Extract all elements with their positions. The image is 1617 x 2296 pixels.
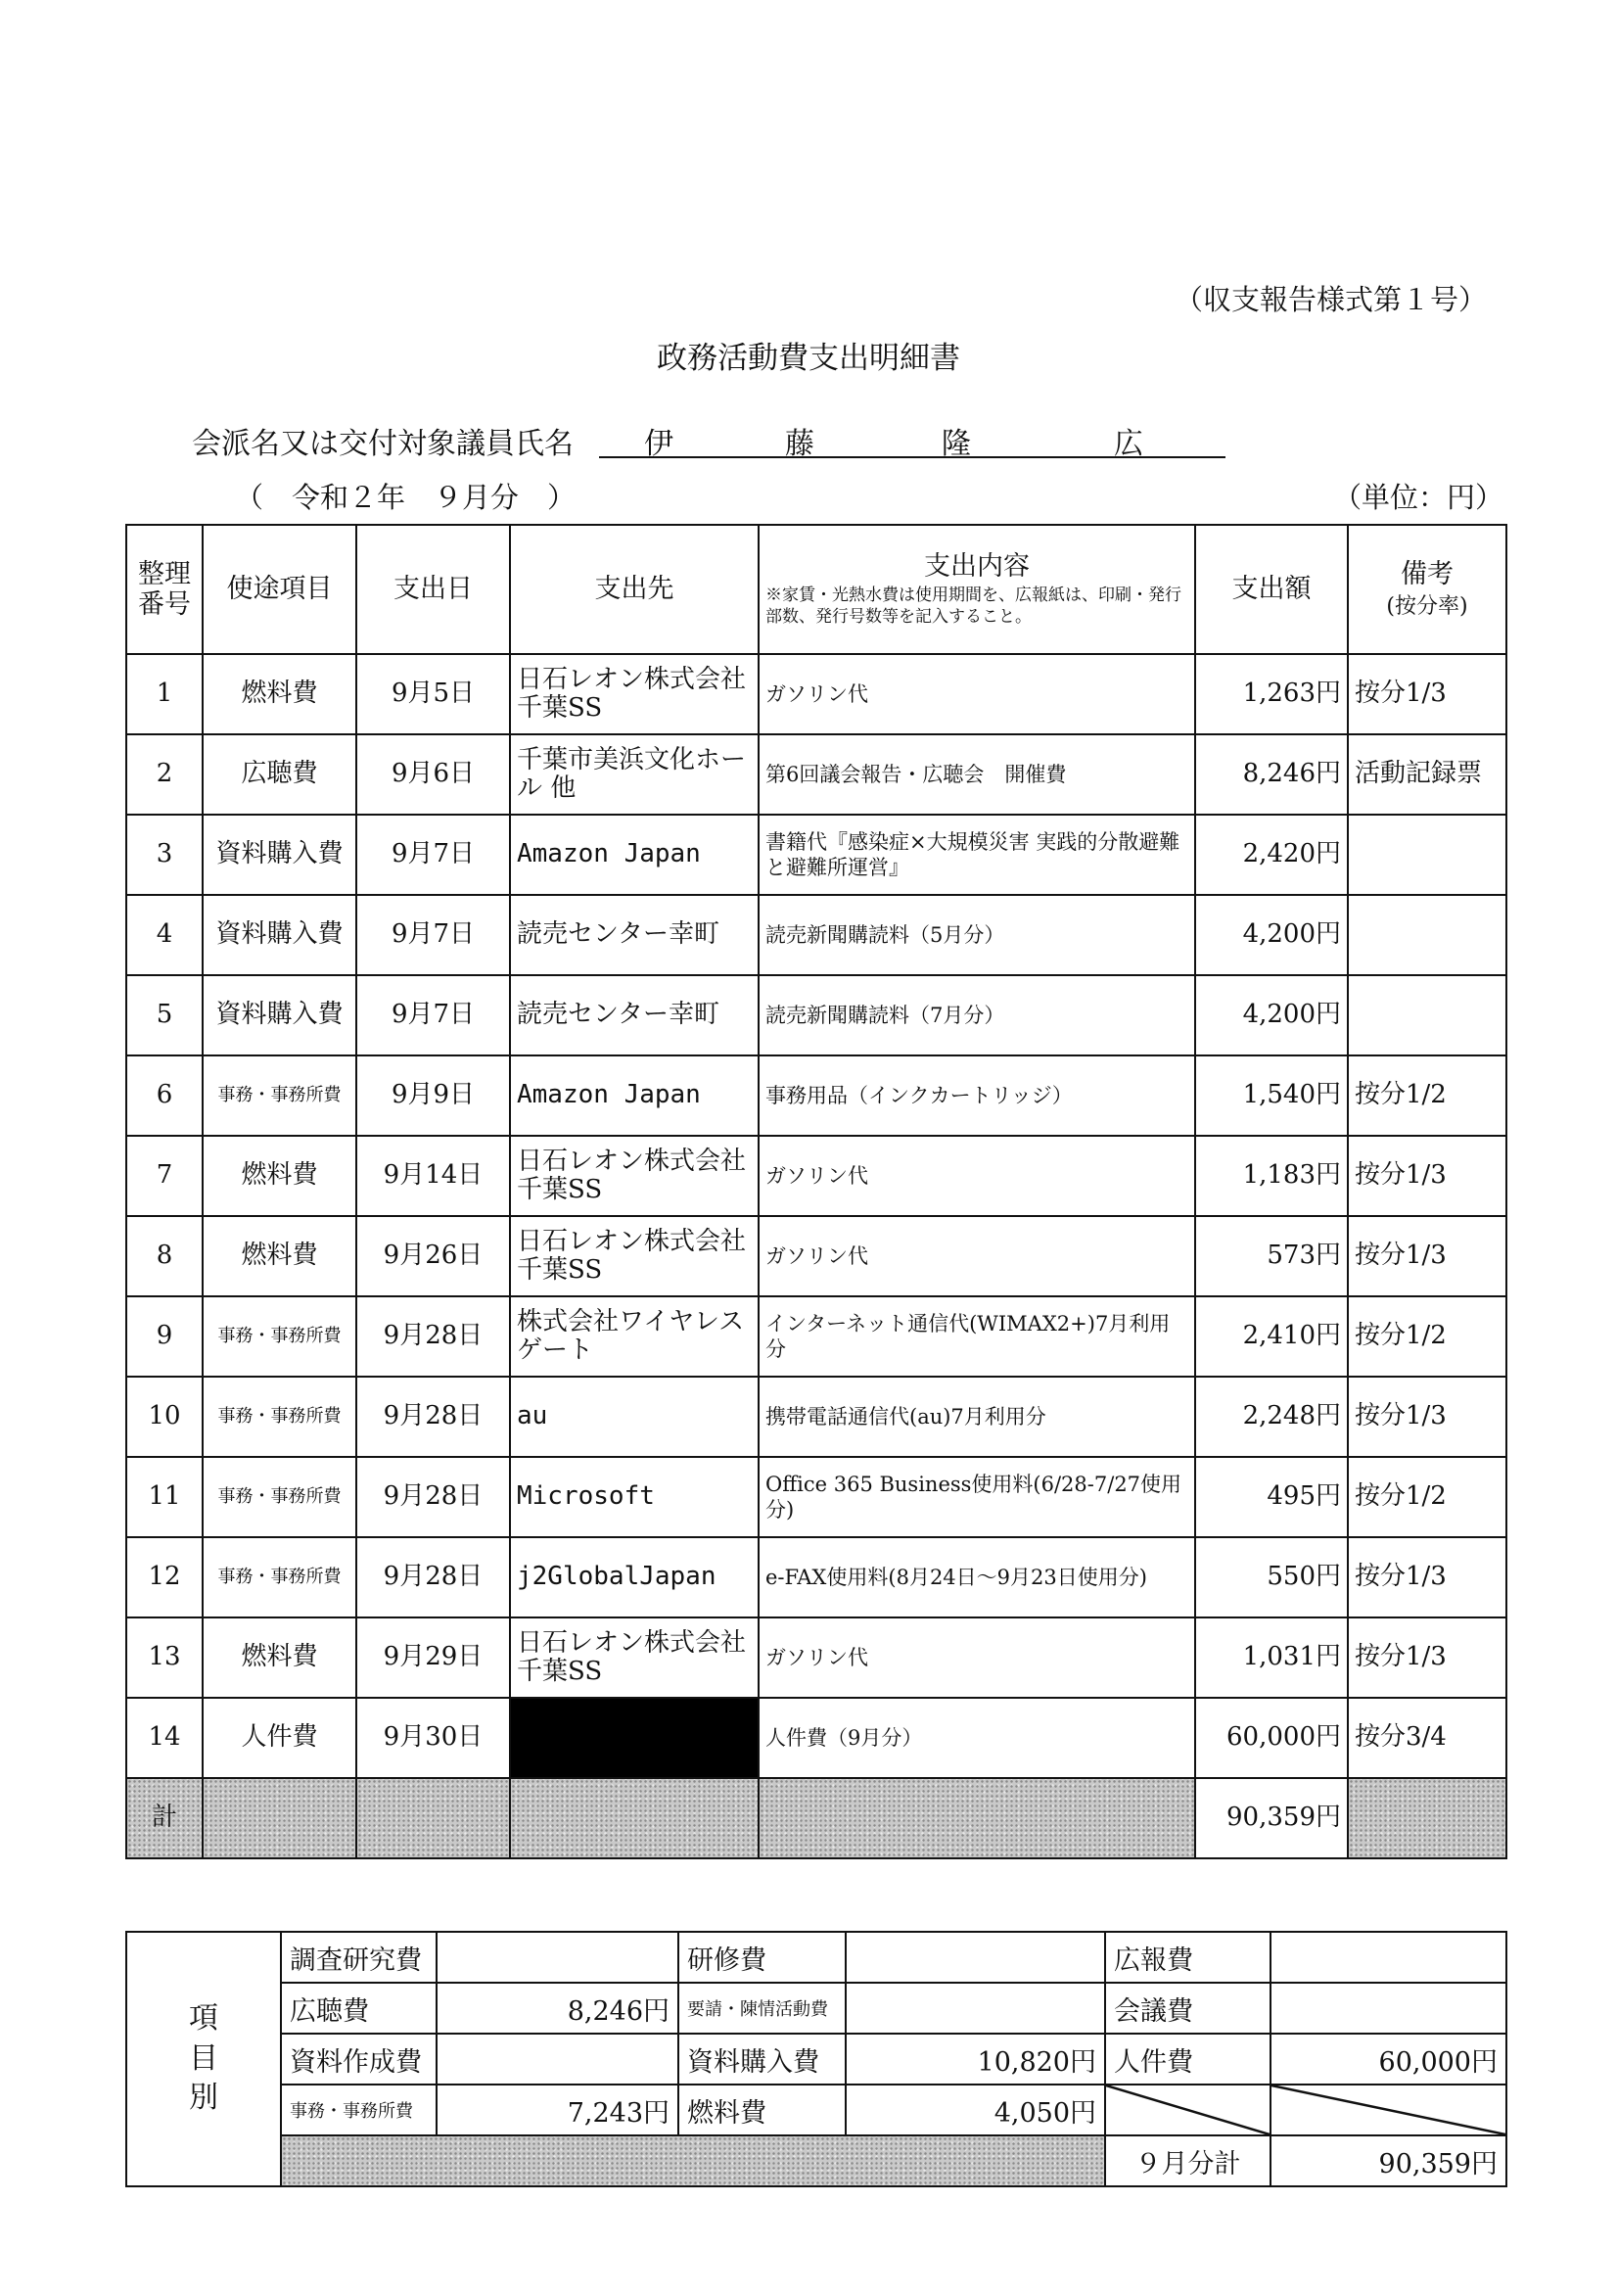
- row-content: e-FAX使用料(8月24日～9月23日使用分): [759, 1537, 1195, 1617]
- row-no: 13: [126, 1617, 203, 1698]
- member-name-char: 広: [1114, 427, 1143, 461]
- row-item: 資料購入費: [203, 815, 356, 895]
- row-item: 事務・事務所費: [203, 1377, 356, 1457]
- member-row: [192, 419, 1143, 462]
- header-content-note: ※家賃・光熱水費は使用期間を、広報紙は、印刷・発行部数、発行号数等を記入すること。: [765, 586, 1181, 627]
- row-amount: 4,200円: [1195, 975, 1348, 1055]
- row-remarks: [1348, 815, 1506, 895]
- row-payee: 日石レオン株式会社千葉SS: [510, 1216, 759, 1296]
- row-no: 11: [126, 1457, 203, 1537]
- row-amount: 1,540円: [1195, 1055, 1348, 1136]
- summary-label: 資料作成費: [281, 2034, 437, 2085]
- row-payee: 読売センター幸町: [510, 975, 759, 1055]
- table-row: [126, 654, 1506, 734]
- total-shaded-cell: [759, 1778, 1195, 1858]
- row-content: 書籍代『感染症×大規模災害 実践的分散避難と避難所運営』: [759, 815, 1195, 895]
- summary-value: [1270, 1983, 1506, 2034]
- member-name-char: 伊: [644, 427, 673, 461]
- header-item: 使途項目: [203, 525, 356, 654]
- row-content: ガソリン代: [759, 1136, 1195, 1216]
- table-header-row: [126, 525, 1506, 654]
- summary-row: [126, 1932, 1506, 1983]
- row-content: 読売新聞購読料（7月分）: [759, 975, 1195, 1055]
- row-remarks: 按分1/2: [1348, 1055, 1506, 1136]
- row-amount: 60,000円: [1195, 1698, 1348, 1778]
- row-item: 燃料費: [203, 654, 356, 734]
- row-content: 人件費（9月分）: [759, 1698, 1195, 1778]
- member-label: 会派名又は交付対象議員氏名: [192, 427, 574, 461]
- table-row: [126, 1457, 1506, 1537]
- table-row: [126, 1537, 1506, 1617]
- summary-value: [437, 1932, 678, 1983]
- row-content: 携帯電話通信代(au)7月利用分: [759, 1377, 1195, 1457]
- header-date: 支出日: [356, 525, 510, 654]
- summary-diagonal-cell: [1105, 2085, 1270, 2135]
- row-item: 事務・事務所費: [203, 1537, 356, 1617]
- row-item: 燃料費: [203, 1136, 356, 1216]
- summary-label: 会議費: [1105, 1983, 1270, 2034]
- header-content-title: 支出内容: [924, 551, 1030, 583]
- member-name-char: 隆: [942, 427, 971, 461]
- row-no: 3: [126, 815, 203, 895]
- row-amount: 2,420円: [1195, 815, 1348, 895]
- row-content: ガソリン代: [759, 1617, 1195, 1698]
- row-date: 9月29日: [356, 1617, 510, 1698]
- row-date: 9月28日: [356, 1537, 510, 1617]
- row-amount: 2,410円: [1195, 1296, 1348, 1377]
- total-shaded-cell: [203, 1778, 356, 1858]
- row-remarks: 按分1/2: [1348, 1296, 1506, 1377]
- row-amount: 1,183円: [1195, 1136, 1348, 1216]
- member-name-char: 藤: [785, 427, 814, 461]
- row-content: 第6回議会報告・広聴会 開催費: [759, 734, 1195, 815]
- summary-value: [1270, 1932, 1506, 1983]
- row-no: 4: [126, 895, 203, 975]
- row-amount: 8,246円: [1195, 734, 1348, 815]
- row-item: 事務・事務所費: [203, 1296, 356, 1377]
- summary-table: [125, 1931, 1507, 2187]
- summary-value: 10,820円: [846, 2034, 1105, 2085]
- row-payee: 日石レオン株式会社千葉SS: [510, 1136, 759, 1216]
- row-payee: Microsoft: [510, 1457, 759, 1537]
- row-no: 6: [126, 1055, 203, 1136]
- row-remarks: 按分3/4: [1348, 1698, 1506, 1778]
- row-remarks: 按分1/3: [1348, 1537, 1506, 1617]
- header-amount: 支出額: [1195, 525, 1348, 654]
- expense-table: [125, 524, 1507, 1859]
- row-date: 9月7日: [356, 975, 510, 1055]
- header-no: 整理番号: [126, 525, 203, 654]
- row-date: 9月28日: [356, 1296, 510, 1377]
- form-number: （収支報告様式第１号）: [1175, 283, 1488, 316]
- row-no: 5: [126, 975, 203, 1055]
- row-item: 資料購入費: [203, 895, 356, 975]
- total-shaded-cell: [1348, 1778, 1506, 1858]
- row-payee: j2GlobalJapan: [510, 1537, 759, 1617]
- summary-row: [126, 2034, 1506, 2085]
- row-payee: 日石レオン株式会社千葉SS: [510, 1617, 759, 1698]
- month-total-label: ９月分計: [1105, 2135, 1270, 2186]
- table-row: [126, 975, 1506, 1055]
- row-item: 事務・事務所費: [203, 1055, 356, 1136]
- row-no: 7: [126, 1136, 203, 1216]
- table-row: [126, 1216, 1506, 1296]
- row-amount: 573円: [1195, 1216, 1348, 1296]
- summary-shaded-cell: [281, 2135, 1105, 2186]
- row-no: 14: [126, 1698, 203, 1778]
- summary-label: 人件費: [1105, 2034, 1270, 2085]
- total-amount: 90,359円: [1195, 1778, 1348, 1858]
- row-remarks: 按分1/3: [1348, 654, 1506, 734]
- row-payee: 株式会社ワイヤレスゲート: [510, 1296, 759, 1377]
- row-remarks: 活動記録票: [1348, 734, 1506, 815]
- row-item: 燃料費: [203, 1617, 356, 1698]
- row-no: 2: [126, 734, 203, 815]
- row-payee: Amazon Japan: [510, 815, 759, 895]
- total-label: 計: [126, 1778, 203, 1858]
- header-remarks-sub: (按分率): [1386, 594, 1468, 619]
- row-content: インターネット通信代(WIMAX2+)7月利用分: [759, 1296, 1195, 1377]
- row-remarks: 按分1/2: [1348, 1457, 1506, 1537]
- header-remarks: [1348, 525, 1506, 654]
- table-row: [126, 1698, 1506, 1778]
- row-remarks: [1348, 895, 1506, 975]
- row-content: Office 365 Business使用料(6/28-7/27使用分): [759, 1457, 1195, 1537]
- row-payee: 日石レオン株式会社千葉SS: [510, 654, 759, 734]
- row-payee: au: [510, 1377, 759, 1457]
- summary-value: [437, 2034, 678, 2085]
- row-payee-redacted: [510, 1698, 759, 1778]
- row-date: 9月6日: [356, 734, 510, 815]
- row-payee: 読売センター幸町: [510, 895, 759, 975]
- summary-label: 要請・陳情活動費: [678, 1983, 846, 2034]
- row-date: 9月28日: [356, 1457, 510, 1537]
- summary-label: 事務・事務所費: [281, 2085, 437, 2135]
- row-date: 9月7日: [356, 815, 510, 895]
- summary-label: 広報費: [1105, 1932, 1270, 1983]
- header-payee: 支出先: [510, 525, 759, 654]
- member-name: [599, 419, 1225, 461]
- row-amount: 2,248円: [1195, 1377, 1348, 1457]
- row-no: 10: [126, 1377, 203, 1457]
- row-content: 読売新聞購読料（5月分）: [759, 895, 1195, 975]
- summary-value: 8,246円: [437, 1983, 678, 2034]
- row-no: 1: [126, 654, 203, 734]
- row-payee: Amazon Japan: [510, 1055, 759, 1136]
- summary-diagonal-cell: [1270, 2085, 1506, 2135]
- total-row: [126, 1778, 1506, 1858]
- row-date: 9月9日: [356, 1055, 510, 1136]
- document-title: 政務活動費支出明細書: [657, 341, 960, 376]
- row-content: 事務用品（インクカートリッジ）: [759, 1055, 1195, 1136]
- row-amount: 4,200円: [1195, 895, 1348, 975]
- summary-label: 研修費: [678, 1932, 846, 1983]
- row-remarks: 按分1/3: [1348, 1617, 1506, 1698]
- summary-row: [126, 2135, 1506, 2186]
- summary-value: 4,050円: [846, 2085, 1105, 2135]
- row-date: 9月30日: [356, 1698, 510, 1778]
- table-row: [126, 1296, 1506, 1377]
- row-date: 9月28日: [356, 1377, 510, 1457]
- summary-label: 調査研究費: [281, 1932, 437, 1983]
- row-item: 資料購入費: [203, 975, 356, 1055]
- summary-value: 60,000円: [1270, 2034, 1506, 2085]
- table-row: [126, 1377, 1506, 1457]
- row-remarks: 按分1/3: [1348, 1377, 1506, 1457]
- period-label: （ 令和２年 ９月分 ）: [235, 481, 577, 514]
- summary-value: 7,243円: [437, 2085, 678, 2135]
- summary-label: 資料購入費: [678, 2034, 846, 2085]
- table-row: [126, 734, 1506, 815]
- summary-value: [846, 1932, 1105, 1983]
- row-date: 9月14日: [356, 1136, 510, 1216]
- header-remarks-title: 備考: [1401, 558, 1454, 589]
- row-item: 広聴費: [203, 734, 356, 815]
- row-date: 9月5日: [356, 654, 510, 734]
- table-row: [126, 895, 1506, 975]
- table-row: [126, 815, 1506, 895]
- total-shaded-cell: [356, 1778, 510, 1858]
- summary-section-label: [126, 1932, 281, 2186]
- row-date: 9月7日: [356, 895, 510, 975]
- row-amount: 1,263円: [1195, 654, 1348, 734]
- row-amount: 495円: [1195, 1457, 1348, 1537]
- summary-row: [126, 2085, 1506, 2135]
- summary-value: [846, 1983, 1105, 2034]
- row-date: 9月26日: [356, 1216, 510, 1296]
- row-item: 人件費: [203, 1698, 356, 1778]
- month-total-value: 90,359円: [1270, 2135, 1506, 2186]
- row-item: 事務・事務所費: [203, 1457, 356, 1537]
- row-remarks: [1348, 975, 1506, 1055]
- table-row: [126, 1055, 1506, 1136]
- total-shaded-cell: [510, 1778, 759, 1858]
- row-payee: 千葉市美浜文化ホール 他: [510, 734, 759, 815]
- summary-row: [126, 1983, 1506, 2034]
- row-content: ガソリン代: [759, 1216, 1195, 1296]
- summary-label: 広聴費: [281, 1983, 437, 2034]
- row-amount: 1,031円: [1195, 1617, 1348, 1698]
- row-no: 9: [126, 1296, 203, 1377]
- summary-section-text: 項 目 別: [189, 2001, 218, 2116]
- row-item: 燃料費: [203, 1216, 356, 1296]
- row-no: 12: [126, 1537, 203, 1617]
- row-content: ガソリン代: [759, 654, 1195, 734]
- unit-label: （単位：円）: [1333, 481, 1504, 514]
- table-row: [126, 1617, 1506, 1698]
- header-content: [759, 525, 1195, 654]
- row-no: 8: [126, 1216, 203, 1296]
- summary-label: 燃料費: [678, 2085, 846, 2135]
- row-remarks: 按分1/3: [1348, 1216, 1506, 1296]
- row-remarks: 按分1/3: [1348, 1136, 1506, 1216]
- table-row: [126, 1136, 1506, 1216]
- row-amount: 550円: [1195, 1537, 1348, 1617]
